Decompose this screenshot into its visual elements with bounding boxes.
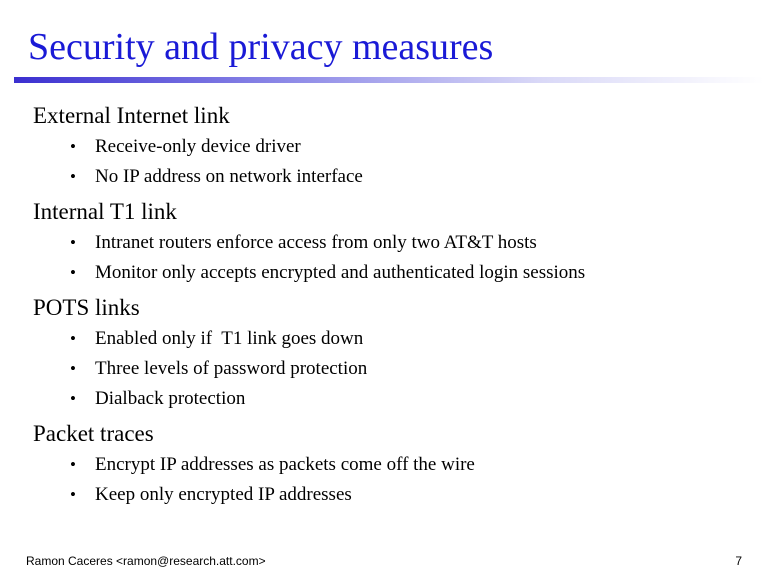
bullet-list: [0, 450, 768, 510]
section-heading: Packet traces: [33, 421, 154, 446]
bullet-dot-icon: •: [70, 455, 76, 474]
section-pots-links: [0, 292, 768, 414]
title-underline-rule: [14, 77, 764, 83]
bullet-text: Enabled only if T1 link goes down: [95, 328, 364, 349]
bullet-list: [0, 132, 768, 192]
bullet-dot-icon: •: [70, 167, 76, 186]
bullet-text: Three levels of password protection: [95, 358, 368, 379]
slide-content: [0, 100, 768, 510]
bullet-item: [0, 162, 768, 192]
bullet-text: No IP address on network interface: [95, 166, 363, 187]
slide-title: Security and privacy measures: [28, 26, 494, 68]
bullet-item: [0, 324, 768, 354]
bullet-item: [0, 258, 768, 288]
bullet-dot-icon: •: [70, 329, 76, 348]
bullet-item: [0, 384, 768, 414]
bullet-dot-icon: •: [70, 389, 76, 408]
section-heading: External Internet link: [33, 103, 230, 128]
bullet-item: [0, 354, 768, 384]
page-number: 7: [735, 554, 742, 568]
bullet-item: [0, 228, 768, 258]
bullet-item: [0, 450, 768, 480]
section-packet-traces: [0, 418, 768, 510]
bullet-text: Intranet routers enforce access from only two AT&T hosts: [95, 232, 537, 253]
bullet-text: Receive-only device driver: [95, 136, 301, 157]
footer-author: Ramon Caceres <ramon@research.att.com>: [26, 554, 266, 568]
bullet-dot-icon: •: [70, 359, 76, 378]
bullet-text: Keep only encrypted IP addresses: [95, 484, 352, 505]
bullet-dot-icon: •: [70, 485, 76, 504]
bullet-item: [0, 480, 768, 510]
bullet-dot-icon: •: [70, 263, 76, 282]
bullet-text: Monitor only accepts encrypted and authenticated login sessions: [95, 262, 586, 283]
section-heading: POTS links: [33, 295, 140, 320]
bullet-list: [0, 228, 768, 288]
section-internal-t1-link: [0, 196, 768, 288]
bullet-dot-icon: •: [70, 233, 76, 252]
bullet-list: [0, 324, 768, 414]
bullet-text: Dialback protection: [95, 388, 246, 409]
bullet-item: [0, 132, 768, 162]
section-heading: Internal T1 link: [33, 199, 177, 224]
bullet-text: Encrypt IP addresses as packets come off the wire: [95, 454, 475, 475]
section-external-internet-link: [0, 100, 768, 192]
bullet-dot-icon: •: [70, 137, 76, 156]
